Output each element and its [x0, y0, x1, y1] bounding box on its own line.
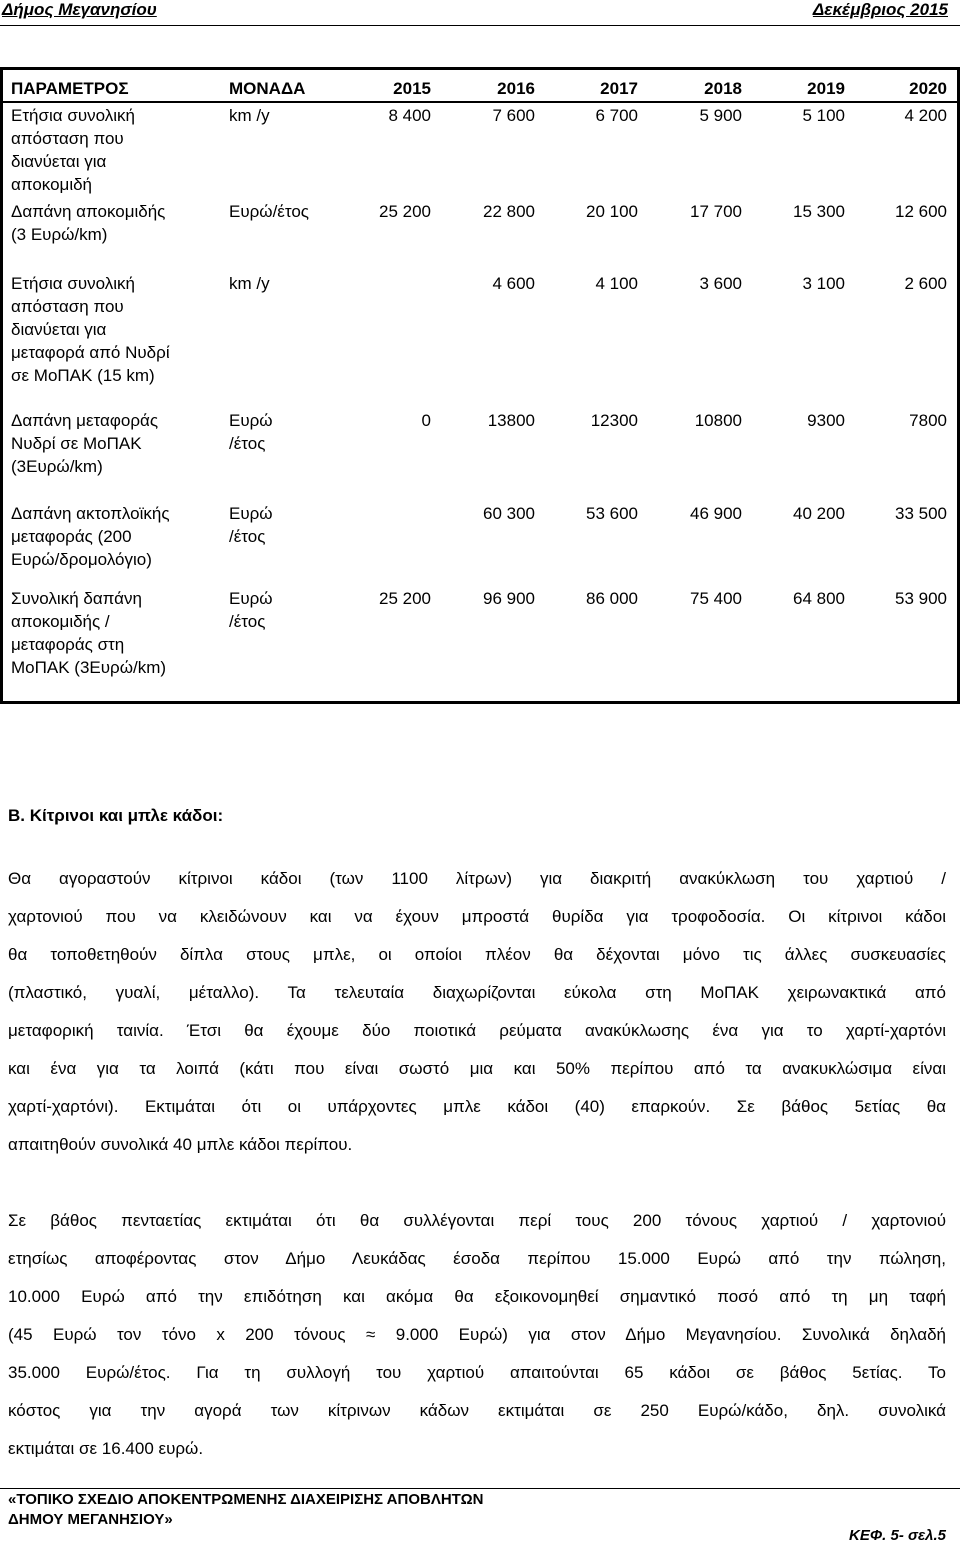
param-cell: Δαπάνη μεταφοράς Νυδρί σε ΜοΠΑΚ (3Ευρώ/km): [11, 411, 159, 476]
header-cell: 2016: [497, 79, 535, 98]
value-cell: 40 200: [793, 504, 845, 523]
unit-cell: Ευρώ /έτος: [229, 504, 273, 546]
value-cell: 6 700: [595, 106, 638, 125]
paragraph-line: χαρτί-χαρτόνι). Εκτιμάται ότι οι υπάρχοντες μπλε κάδοι (40) επαρκούν. Σε βάθος 5ετίας θα: [8, 1097, 946, 1116]
header-cell: 2018: [704, 79, 742, 98]
value-cell: 12300: [590, 411, 638, 430]
paragraph-line: (πλαστικό, γυαλί, μέταλλο). Τα τελευταία διαχωρίζονται εύκολα στη ΜοΠΑΚ χειρωνακτικά από: [8, 983, 946, 1002]
paragraph-line: 10.000 Ευρώ από την επιδότηση και ακόμα θα εξοικονομηθεί σημαντικό ποσό από τη μη ταφή: [8, 1287, 946, 1306]
value-cell: 86 000: [586, 589, 638, 608]
value-cell: 7 600: [492, 106, 535, 125]
cost-table: [0, 67, 960, 704]
value-cell: 5 100: [802, 106, 845, 125]
table-header-row: [3, 77, 957, 103]
value-cell: 13800: [487, 411, 535, 430]
param-cell: Ετήσια συνολική απόσταση που διανύεται για μεταφορά από Νυδρί σε ΜοΠΑΚ (15 km): [11, 274, 170, 385]
value-cell: 96 900: [483, 589, 535, 608]
section-title: Β. Κίτρινοι και μπλε κάδοι:: [8, 806, 224, 825]
unit-cell: km /y: [229, 274, 270, 293]
paragraph-line: 35.000 Ευρώ/έτος. Για τη συλλογή του χαρτιού απαιτούνται 65 κάδοι σε βάθος 5ετίας. Το: [8, 1363, 946, 1382]
value-cell: 12 600: [895, 202, 947, 221]
paragraph-line: (45 Ευρώ τον τόνο x 200 τόνους ≈ 9.000 Ευρώ) για στον Δήμο Μεγανησίου. Συνολικά δηλαδή: [8, 1325, 946, 1344]
value-cell: 25 200: [379, 589, 431, 608]
param-cell: Ετήσια συνολική απόσταση που διανύεται για αποκομιδή: [11, 106, 135, 194]
paragraph-line: και ένα για τα λοιπά (κάτι που είναι σωστό μια και 50% περίπου από τα ανακυκλώσιμα είναι: [8, 1059, 946, 1078]
value-cell: 17 700: [690, 202, 742, 221]
paragraph-line: εκτιμάται σε 16.400 ευρώ.: [8, 1439, 204, 1458]
header-cell: ΜΟΝΑΔΑ: [229, 79, 306, 98]
value-cell: 33 500: [895, 504, 947, 523]
value-cell: 5 900: [699, 106, 742, 125]
value-cell: 10800: [694, 411, 742, 430]
value-cell: 0: [421, 411, 431, 430]
footer-document-title: [8, 1490, 483, 1530]
municipality-name: Δήμος Μεγανησίου: [2, 0, 157, 19]
value-cell: 20 100: [586, 202, 638, 221]
header-cell: 2017: [600, 79, 638, 98]
unit-cell: km /y: [229, 106, 270, 125]
value-cell: 4 600: [492, 274, 535, 293]
param-cell: Συνολική δαπάνη αποκομιδής / μεταφοράς στη ΜοΠΑΚ (3Ευρώ/km): [11, 589, 167, 677]
unit-cell: Ευρώ/έτος: [229, 202, 310, 221]
value-cell: 4 200: [904, 106, 947, 125]
value-cell: 22 800: [483, 202, 535, 221]
paragraph-1: [8, 860, 946, 1164]
value-cell: 60 300: [483, 504, 535, 523]
value-cell: 4 100: [595, 274, 638, 293]
header-cell: 2015: [393, 79, 431, 98]
value-cell: 75 400: [690, 589, 742, 608]
header-cell: ΠΑΡΑΜΕΤΡΟΣ: [11, 79, 129, 98]
paragraph-line: Θα αγοραστούν κίτρινοι κάδοι (των 1100 λίτρων) για διακριτή ανακύκλωση του χαρτιού /: [8, 869, 946, 888]
paragraph-line: Σε βάθος πενταετίας εκτιμάται ότι θα συλλέγονται περί τους 200 τόνους χαρτιού / χαρτονιού: [8, 1211, 946, 1230]
value-cell: 64 800: [793, 589, 845, 608]
unit-cell: Ευρώ /έτος: [229, 589, 273, 631]
paragraph-line: θα τοποθετηθούν δίπλα στους μπλε, οι οποίοι πλέον θα δέχονται μόνο τις άλλες συσκευασίες: [8, 945, 946, 964]
document-date: Δεκέμβριος 2015: [812, 0, 948, 19]
paragraph-line: απαιτηθούν συνολικά 40 μπλε κάδοι περίπου.: [8, 1135, 353, 1154]
paragraph-line: μεταφορική ταινία. Έτσι θα έχουμε δύο ποιοτικά ρεύματα ανακύκλωσης ένα για το χαρτί-χαρτόνι: [8, 1021, 946, 1040]
paragraph-line: κόστος για την αγορά των κίτρινων κάδων εκτιμάται σε 250 Ευρώ/κάδο, δηλ. συνολικά: [8, 1401, 946, 1420]
header-cell: 2020: [909, 79, 947, 98]
page-header: [0, 0, 960, 26]
param-cell: Δαπάνη ακτοπλοϊκής μεταφοράς (200 Ευρώ/δρομολόγιο): [11, 504, 170, 569]
param-cell: Δαπάνη αποκομιδής (3 Ευρώ/km): [11, 202, 166, 244]
value-cell: 2 600: [904, 274, 947, 293]
value-cell: 53 900: [895, 589, 947, 608]
value-cell: 25 200: [379, 202, 431, 221]
value-cell: 46 900: [690, 504, 742, 523]
paragraph-line: ετησίως αποφέροντας στον Δήμο Λευκάδας έσοδα περίπου 15.000 Ευρώ από την πώληση,: [8, 1249, 946, 1268]
footer-title-line: «ΤΟΠΙΚΟ ΣΧΕΔΙΟ ΑΠΟΚΕΝΤΡΩΜΕΝΗΣ ΔΙΑΧΕΙΡΙΣΗΣ ΑΠΟΒΛΗΤΩΝ: [8, 1491, 484, 1508]
value-cell: 8 400: [388, 106, 431, 125]
paragraph-2: [8, 1202, 946, 1468]
page-number: ΚΕΦ. 5- σελ.5: [849, 1527, 946, 1544]
header-cell: 2019: [807, 79, 845, 98]
footer-divider: [0, 1488, 960, 1489]
value-cell: 3 100: [802, 274, 845, 293]
value-cell: 3 600: [699, 274, 742, 293]
value-cell: 53 600: [586, 504, 638, 523]
value-cell: 7800: [909, 411, 947, 430]
footer-title-line: ΔΗΜΟΥ ΜΕΓΑΝΗΣΙΟΥ»: [8, 1511, 173, 1528]
header-divider: [3, 101, 957, 103]
unit-cell: Ευρώ /έτος: [229, 411, 273, 453]
value-cell: 9300: [807, 411, 845, 430]
value-cell: 15 300: [793, 202, 845, 221]
paragraph-line: χαρτονιού που να κλειδώνουν και να έχουν μπροστά θυρίδα για τροφοδοσία. Οι κίτρινοι κάδοι: [8, 907, 946, 926]
